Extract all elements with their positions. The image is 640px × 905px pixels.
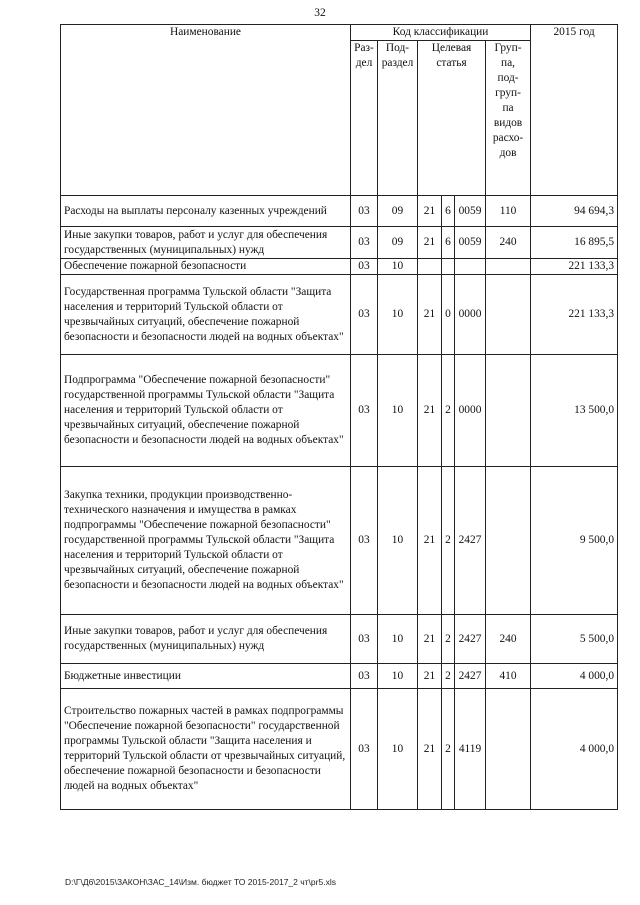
row-target-code: 2427: [455, 615, 486, 664]
row-target-code: 0059: [455, 196, 486, 227]
row-section: 03: [351, 259, 378, 275]
row-target-program: 21: [418, 615, 442, 664]
table-row: [61, 227, 618, 259]
header-year: 2015 год: [531, 25, 618, 196]
row-subsection: 10: [378, 689, 418, 810]
row-amount: 9 500,0: [531, 467, 618, 615]
row-target-subprogram: 2: [442, 615, 455, 664]
row-target-program: 21: [418, 275, 442, 355]
row-subsection: 09: [378, 227, 418, 259]
row-target-code: 0000: [455, 275, 486, 355]
footer-file-path: D:\Г\Д6\2015\ЗАКОН\ЗАС_14\Изм. бюджет ТО 2015-2017_2 чт\pr5.xls: [65, 877, 336, 887]
row-name: Бюджетные инвестиции: [61, 664, 351, 689]
header-target-article: Целевая статья: [418, 41, 486, 196]
row-target-program: 21: [418, 355, 442, 467]
table-row: [61, 275, 618, 355]
row-expense-group: 240: [486, 227, 531, 259]
row-section: 03: [351, 196, 378, 227]
table-row: [61, 196, 618, 227]
row-name: Иные закупки товаров, работ и услуг для обеспечения государственных (муниципальных) нужд: [61, 615, 351, 664]
table-row: [61, 355, 618, 467]
row-amount: 221 133,3: [531, 275, 618, 355]
row-target-program: 21: [418, 227, 442, 259]
row-name: Расходы на выплаты персоналу казенных учреждений: [61, 196, 351, 227]
row-expense-group: [486, 259, 531, 275]
row-target-code: [455, 259, 486, 275]
table-row: [61, 259, 618, 275]
row-subsection: 10: [378, 259, 418, 275]
budget-table: [60, 24, 618, 810]
row-amount: 94 694,3: [531, 196, 618, 227]
row-expense-group: 110: [486, 196, 531, 227]
row-target-code: 0059: [455, 227, 486, 259]
table-row: [61, 689, 618, 810]
header-section: Раз- дел: [351, 41, 378, 196]
row-amount: 5 500,0: [531, 615, 618, 664]
row-expense-group: 410: [486, 664, 531, 689]
row-section: 03: [351, 355, 378, 467]
header-name: Наименование: [61, 25, 351, 196]
row-target-program: 21: [418, 467, 442, 615]
row-amount: 16 895,5: [531, 227, 618, 259]
row-name: Государственная программа Тульской области "Защита населения и территорий Тульской области от чрезвычайных ситуаций, обеспечение пожарной безопасности и безопасности людей на водных объектах": [61, 275, 351, 355]
row-target-subprogram: 0: [442, 275, 455, 355]
header-subsection: Под- раздел: [378, 41, 418, 196]
row-section: 03: [351, 689, 378, 810]
row-section: 03: [351, 615, 378, 664]
row-target-code: 2427: [455, 664, 486, 689]
row-name: Закупка техники, продукции производственно-технического назначения и имущества в рамках подпрограммы "Обеспечение пожарной безопасности" государственной программы Тульской области "Защита населения и территорий Тульской области от чрезвычайных ситуаций, обеспечение пожарной безопасности и безопасности людей на водных объектах": [61, 467, 351, 615]
row-target-subprogram: 2: [442, 467, 455, 615]
row-section: 03: [351, 664, 378, 689]
row-subsection: 10: [378, 355, 418, 467]
row-amount: 221 133,3: [531, 259, 618, 275]
row-name: Строительство пожарных частей в рамках подпрограммы "Обеспечение пожарной безопасности" государственной программы Тульской области "Защита населения и территорий Тульской области от чрезвычайных ситуаций, обеспечение пожарной безопасности и безопасности людей на водных объектах": [61, 689, 351, 810]
table-row: [61, 615, 618, 664]
row-target-program: 21: [418, 689, 442, 810]
row-target-subprogram: [442, 259, 455, 275]
row-expense-group: [486, 355, 531, 467]
row-target-subprogram: 2: [442, 355, 455, 467]
row-expense-group: [486, 689, 531, 810]
row-name: Подпрограмма "Обеспечение пожарной безопасности" государственной программы Тульской области "Защита населения и территорий Тульской области от чрезвычайных ситуаций, обеспечение пожарной безопасности и безопасности людей на водных объектах": [61, 355, 351, 467]
row-target-code: 4119: [455, 689, 486, 810]
row-expense-group: 240: [486, 615, 531, 664]
row-target-subprogram: 6: [442, 227, 455, 259]
row-subsection: 09: [378, 196, 418, 227]
row-subsection: 10: [378, 467, 418, 615]
row-name: Обеспечение пожарной безопасности: [61, 259, 351, 275]
page-number: 32: [314, 7, 326, 19]
row-subsection: 10: [378, 664, 418, 689]
row-section: 03: [351, 275, 378, 355]
row-target-code: 0000: [455, 355, 486, 467]
row-subsection: 10: [378, 275, 418, 355]
row-section: 03: [351, 227, 378, 259]
header-expense-group: Груп- па, под- груп- па видов расхо- дов: [486, 41, 531, 196]
row-target-code: 2427: [455, 467, 486, 615]
row-subsection: 10: [378, 615, 418, 664]
row-name: Иные закупки товаров, работ и услуг для обеспечения государственных (муниципальных) нужд: [61, 227, 351, 259]
row-target-subprogram: 2: [442, 664, 455, 689]
row-expense-group: [486, 467, 531, 615]
row-target-program: 21: [418, 196, 442, 227]
row-target-subprogram: 6: [442, 196, 455, 227]
header-row-top: [61, 25, 618, 41]
row-target-program: 21: [418, 664, 442, 689]
table-row: [61, 467, 618, 615]
row-target-subprogram: 2: [442, 689, 455, 810]
row-amount: 4 000,0: [531, 664, 618, 689]
header-code-group: Код классификации: [351, 25, 531, 41]
row-amount: 4 000,0: [531, 689, 618, 810]
row-expense-group: [486, 275, 531, 355]
row-amount: 13 500,0: [531, 355, 618, 467]
table-row: [61, 664, 618, 689]
row-target-program: [418, 259, 442, 275]
row-section: 03: [351, 467, 378, 615]
